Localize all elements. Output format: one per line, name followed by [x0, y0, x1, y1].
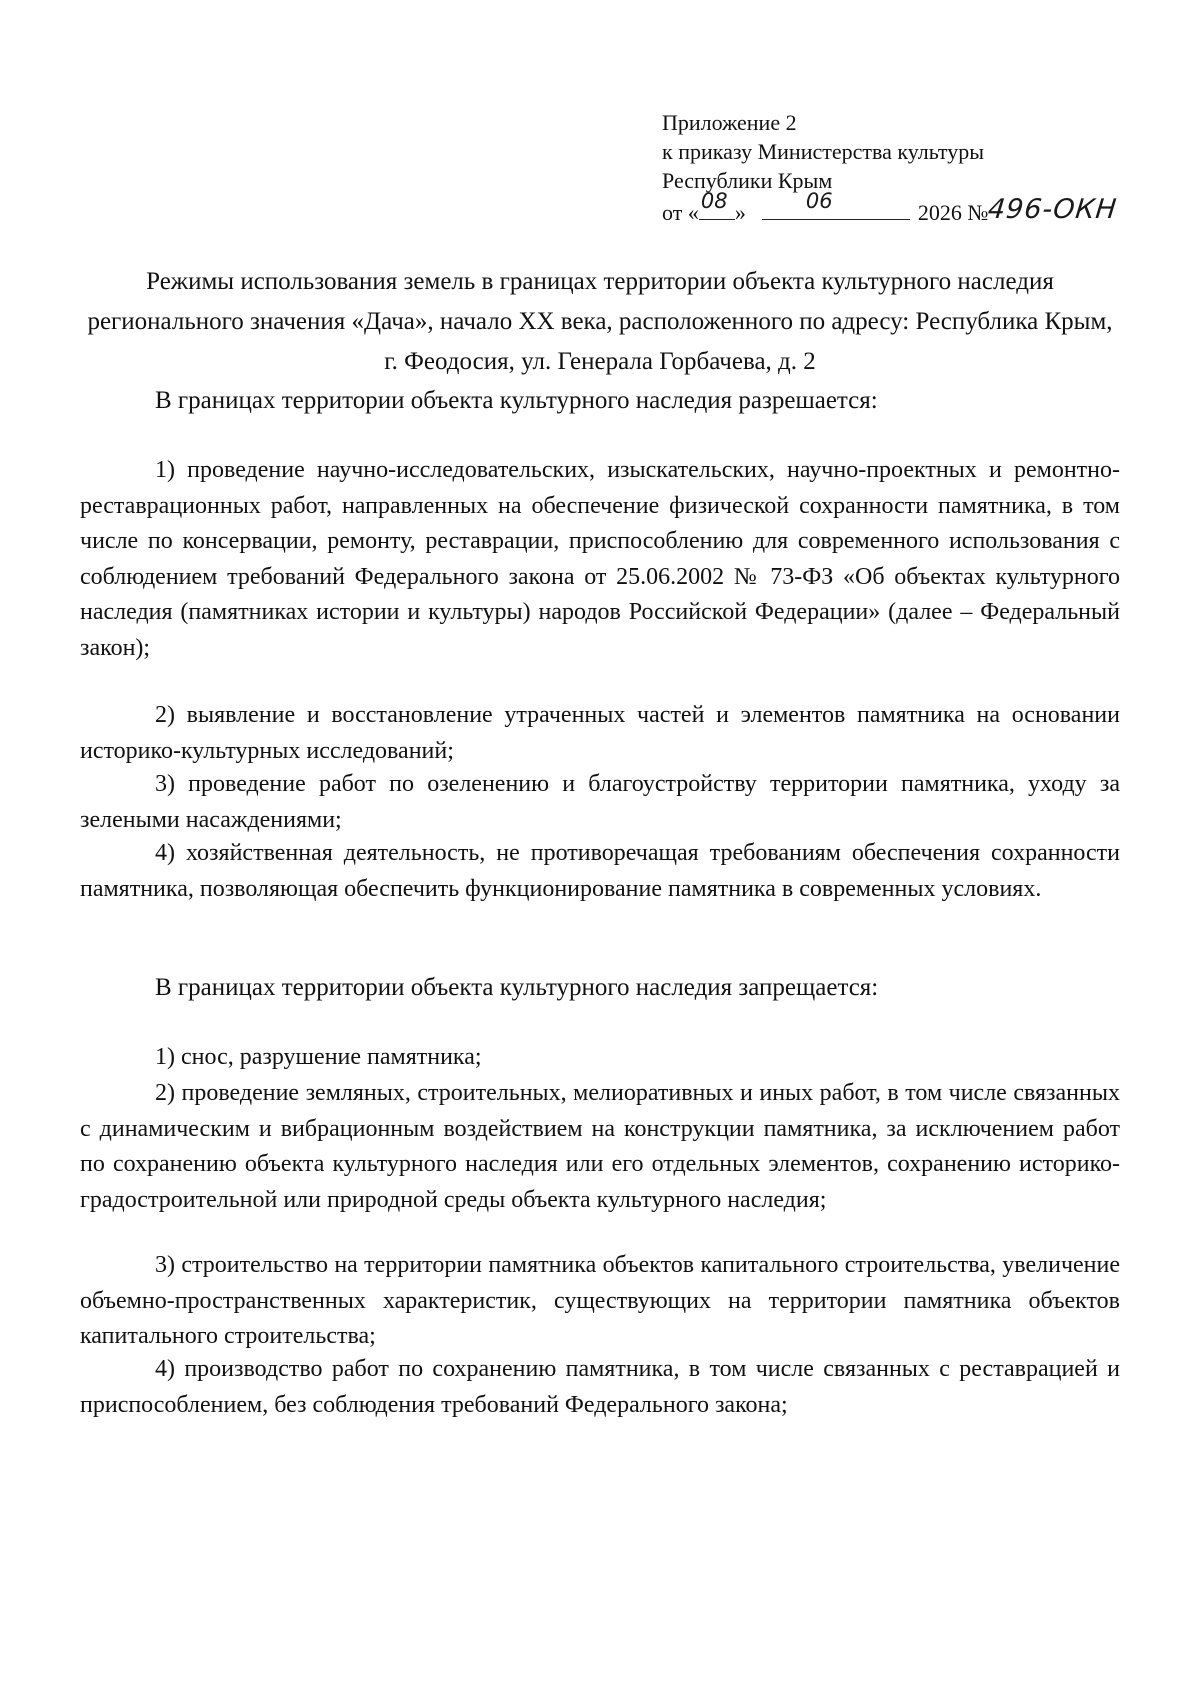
handwritten-month: 06 [805, 189, 833, 213]
prohibited-heading: В границах территории объекта культурного наследия запрещается: [155, 974, 879, 1001]
allowed-item-4: 4) хозяйственная деятельность, не противоречащая требованиям обеспечения сохранности памятника, позволяющая обеспечить функционирование памятника в современных условиях. [80, 840, 1120, 902]
month-field [762, 189, 910, 220]
prohibited-item-2: 2) проведение земляных, строительных, мелиоративных и иных работ, в том числе связанных с динамическим и вибрационным воздействием на конструкции памятника, за исключением работ по сохранению объекта культурного наследия или его отдельных элементов, сохранению историко-градостроительной или природной среды объекта культурного наследия; [80, 1080, 1120, 1213]
appendix-header [662, 108, 1138, 227]
date-quote: » [734, 200, 746, 225]
appendix-label: Приложение 2 [662, 110, 797, 135]
day-field [699, 189, 735, 220]
order-reference: к приказу Министерства культуры [662, 139, 985, 164]
prohibited-item-3: 3) строительство на территории памятника объектов капитального строительства, увеличение объемно-пространственных характеристик, существующих на территории памятника объектов капитального строительства; [80, 1252, 1120, 1349]
ministry-region: Республики Крым [662, 168, 833, 193]
allowed-item-1: 1) проведение научно-исследовательских, изыскательских, научно-проектных и ремонтно-реставрационных работ, направленных на обеспечение физической сохранности памятника, в том числе по консервации, ремонту, реставрации, приспособлению для современного использования с соблюдением требований Федерального закона от 25.06.2002 № 73-ФЗ «Об объектах культурного наследия (памятниках истории и культуры) народов Российской Федерации» (далее – Федеральный закон); [80, 457, 1120, 661]
year-and-number-sign: 2026 № [917, 200, 989, 225]
handwritten-day: 08 [700, 189, 728, 213]
handwritten-order-number: 496-ОКН [986, 194, 1119, 225]
allowed-item-2: 2) выявление и восстановление утраченных частей и элементов памятника на основании историко-культурных исследований; [80, 702, 1120, 764]
allowed-heading: В границах территории объекта культурного наследия разрешается: [155, 387, 878, 414]
prohibited-item-4: 4) производство работ по сохранению памятника, в том числе связанных с реставрацией и приспособлением, без соблюдения требований Федерального закона; [80, 1356, 1120, 1418]
document-title: Режимы использования земель в границах территории объекта культурного наследия регионального значения «Дача», начало XX века, расположенного по адресу: Республика Крым, г. Феодосия, ул. Генерала Горбачева, д. 2 [87, 268, 1113, 375]
order-date-line [662, 189, 1138, 227]
allowed-item-3: 3) проведение работ по озеленению и благоустройству территории памятника, уходу за зелеными насаждениями; [80, 771, 1120, 833]
prohibited-item-1: 1) снос, разрушение памятника; [155, 1044, 482, 1070]
date-prefix: от « [662, 200, 699, 225]
